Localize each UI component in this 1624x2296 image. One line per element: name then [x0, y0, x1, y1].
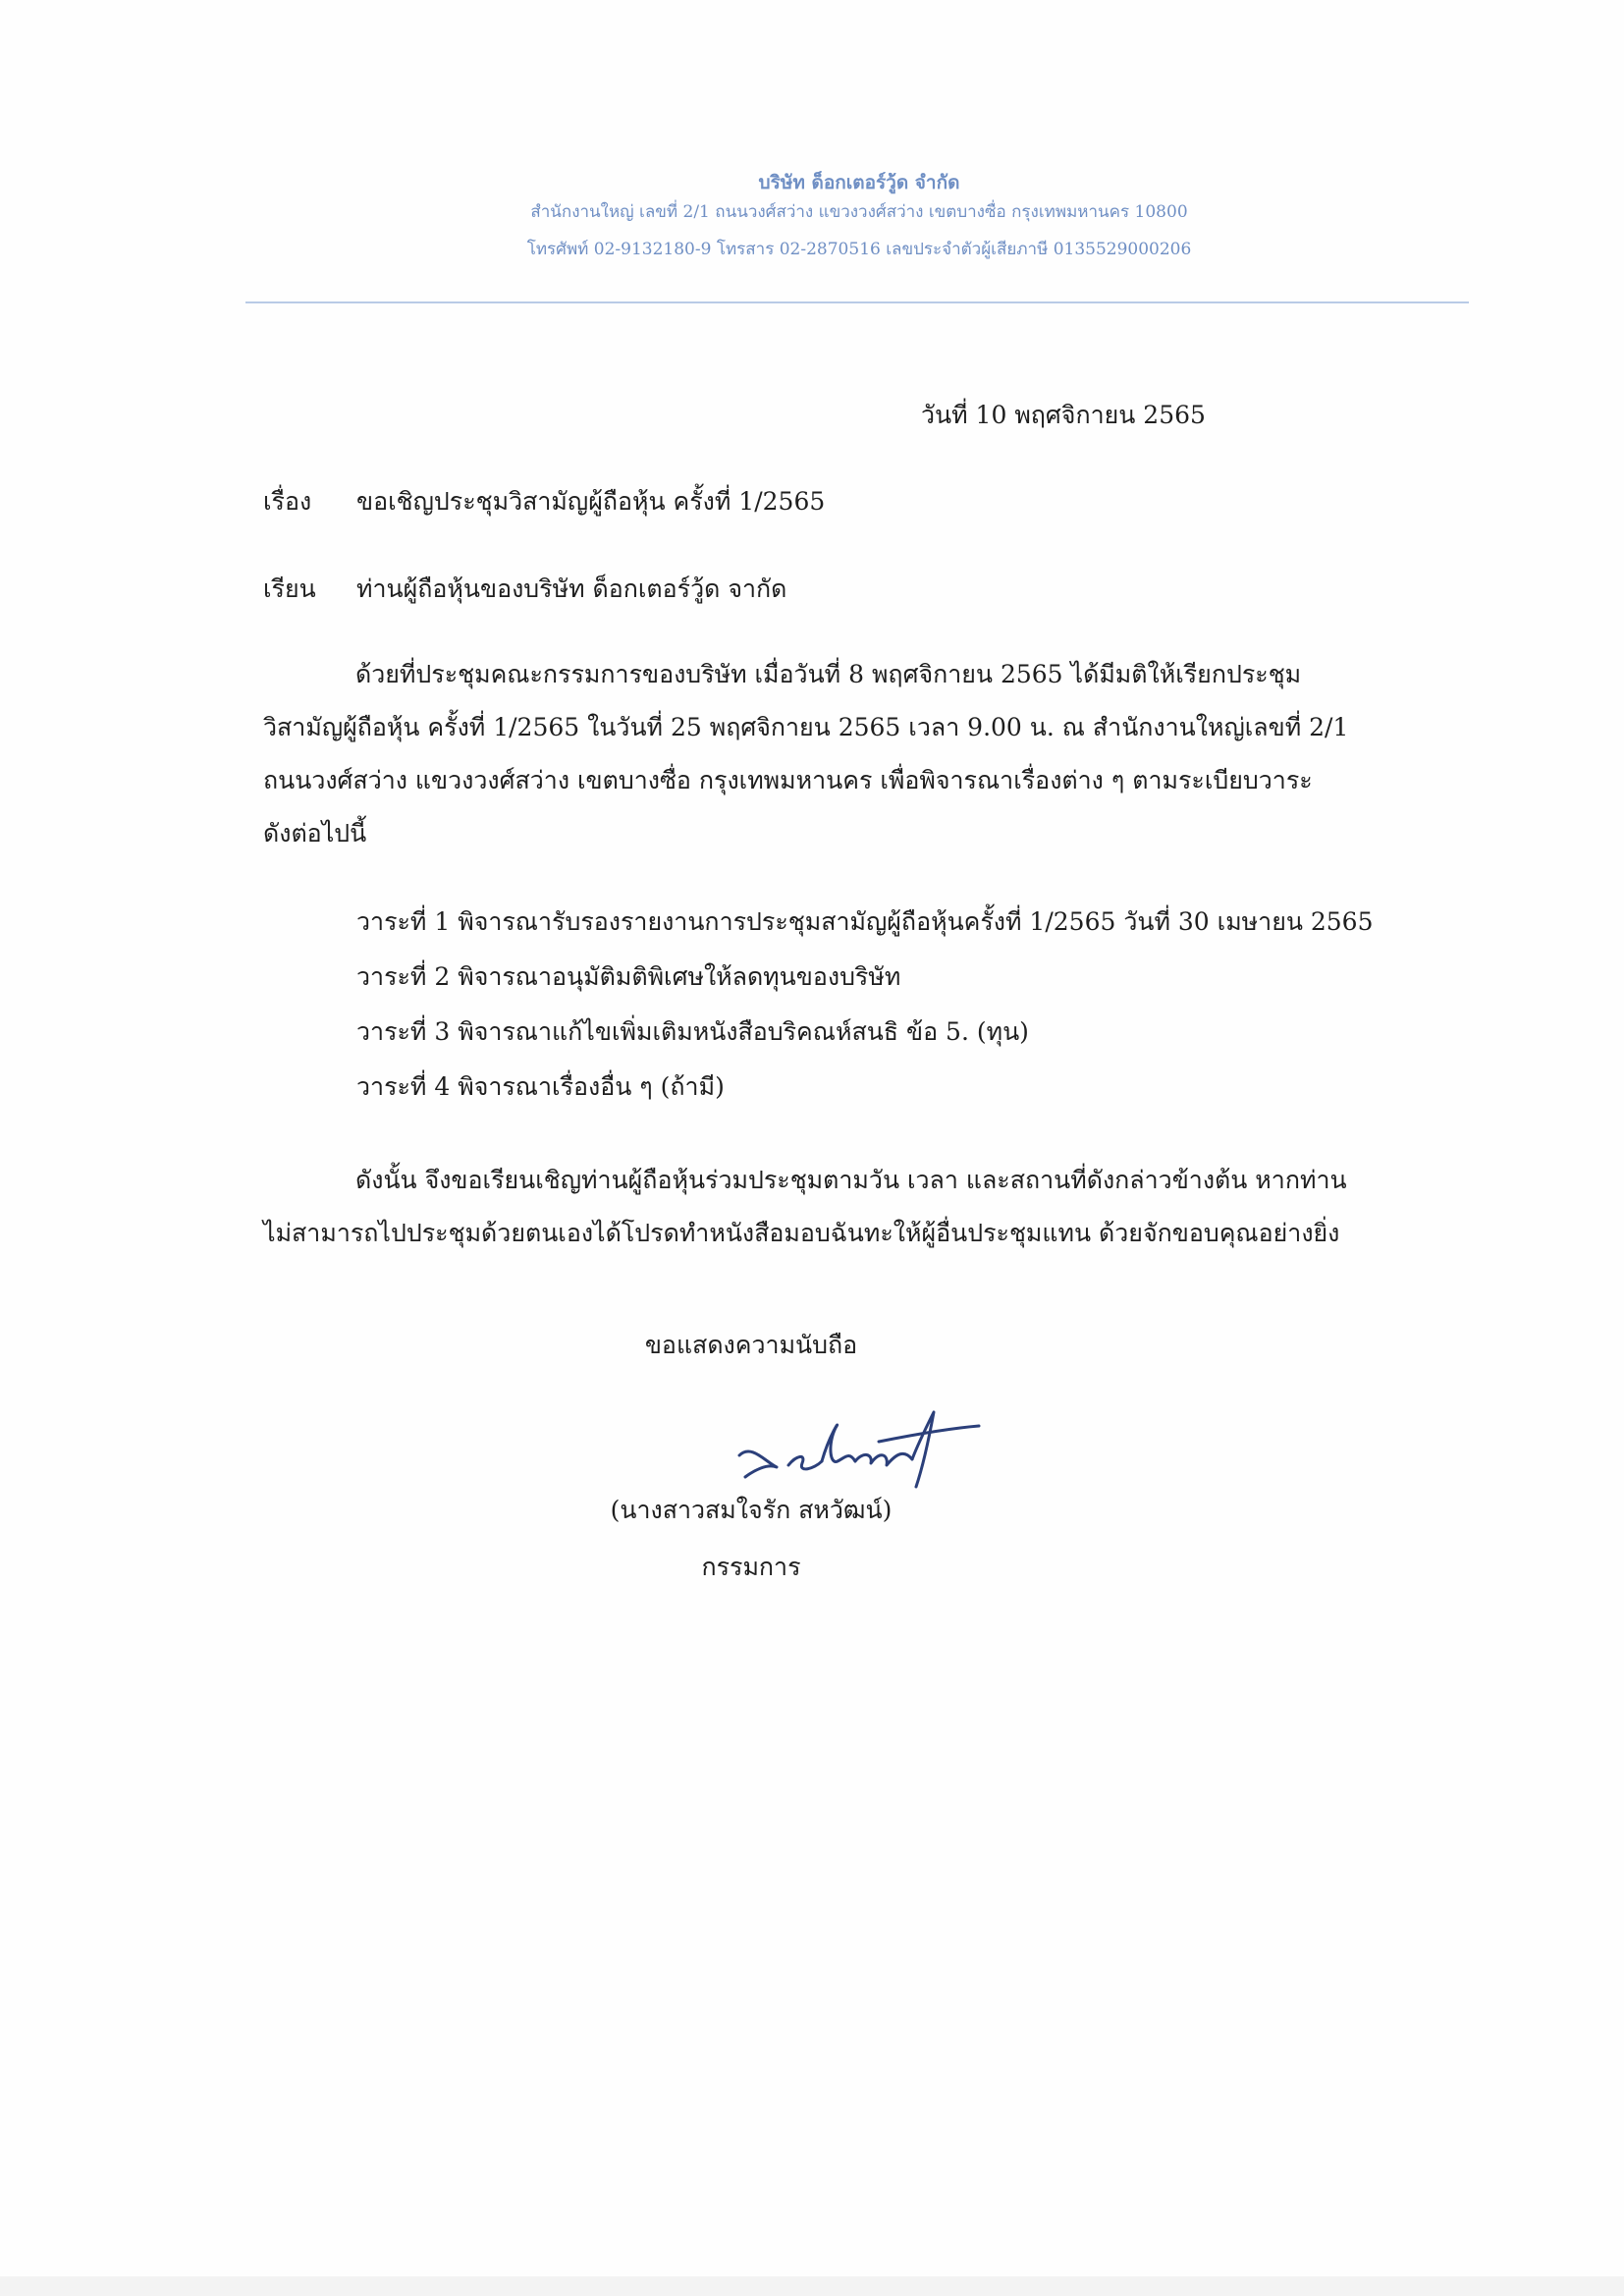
closing-salutation: ขอแสดงความนับถือ: [644, 1331, 858, 1359]
body-paragraph-2: [263, 1154, 1453, 1260]
paragraph-line: ถนนวงศ์สว่าง แขวงวงศ์สว่าง เขตบางซื่อ กรุงเทพมหานคร เพื่อพิจารณาเรื่องต่าง ๆ ตามระเบียบวาระ: [263, 766, 1313, 794]
company-address: สำนักงานใหญ่ เลขที่ 2/1 ถนนวงศ์สว่าง แขวงวงศ์สว่าง เขตบางซื่อ กรุงเทพมหานคร 10800: [530, 202, 1188, 222]
recipient-text: ท่านผู้ถือหุ้นของบริษัท ด็อกเตอร์วู้ด จากัด: [356, 574, 787, 603]
signer-title: กรรมการ: [701, 1553, 801, 1581]
agenda-item: วาระที่ 3 พิจารณาแก้ไขเพิ่มเติมหนังสือบริคณห์สนธิ ข้อ 5. (ทุน): [356, 1017, 1029, 1046]
company-name: บริษัท ด็อกเตอร์วู้ด จำกัด: [758, 172, 960, 193]
paragraph-line: ดังนั้น จึงขอเรียนเชิญท่านผู้ถือหุ้นร่วมประชุมตามวัน เวลา และสถานที่ดังกล่าวข้างต้น หากท่าน: [355, 1166, 1347, 1194]
company-contact: โทรศัพท์ 02-9132180-9 โทรสาร 02-2870516 เลขประจำตัวผู้เสียภาษี 0135529000206: [526, 240, 1192, 259]
paragraph-line: ไม่สามารถไปประชุมด้วยตนเองได้โปรดทำหนังสือมอบฉันทะให้ผู้อื่นประชุมแทน ด้วยจักขอบคุณอย่างยิ่ง: [263, 1219, 1340, 1247]
signer-name: (นางสาวสมใจรัก สหวัฒน์): [610, 1496, 893, 1524]
agenda-item: วาระที่ 1 พิจารณารับรองรายงานการประชุมสามัญผู้ถือหุ้นครั้งที่ 1/2565 วันที่ 30 เมษายน 2565: [356, 907, 1374, 936]
paragraph-line: ด้วยที่ประชุมคณะกรรมการของบริษัท เมื่อวันที่ 8 พฤศจิกายน 2565 ได้มีมติให้เรียกประชุม: [355, 660, 1302, 688]
recipient-label: เรียน: [263, 574, 316, 603]
scan-border: [0, 2276, 1624, 2296]
subject-text: ขอเชิญประชุมวิสามัญผู้ถือหุ้น ครั้งที่ 1/2565: [356, 487, 826, 516]
body-paragraph-1: [263, 648, 1453, 860]
letter-date: วันที่ 10 พฤศจิกายน 2565: [921, 401, 1206, 429]
agenda-item: วาระที่ 4 พิจารณาเรื่องอื่น ๆ (ถ้ามี): [356, 1072, 725, 1101]
paragraph-line: ดังต่อไปนี้: [263, 819, 367, 847]
agenda-list: [356, 904, 1374, 1124]
paragraph-line: วิสามัญผู้ถือหุ้น ครั้งที่ 1/2565 ในวันที่ 25 พฤศจิกายน 2565 เวลา 9.00 น. ณ สำนักงานใหญ่เลขที่ 2/1: [263, 713, 1349, 741]
letterhead-divider: [245, 301, 1469, 303]
handwritten-signature: [731, 1404, 987, 1493]
letterhead: [245, 169, 1473, 273]
subject-label: เรื่อง: [263, 487, 312, 516]
agenda-item: วาระที่ 2 พิจารณาอนุมัติมติพิเศษให้ลดทุนของบริษัท: [356, 962, 901, 991]
